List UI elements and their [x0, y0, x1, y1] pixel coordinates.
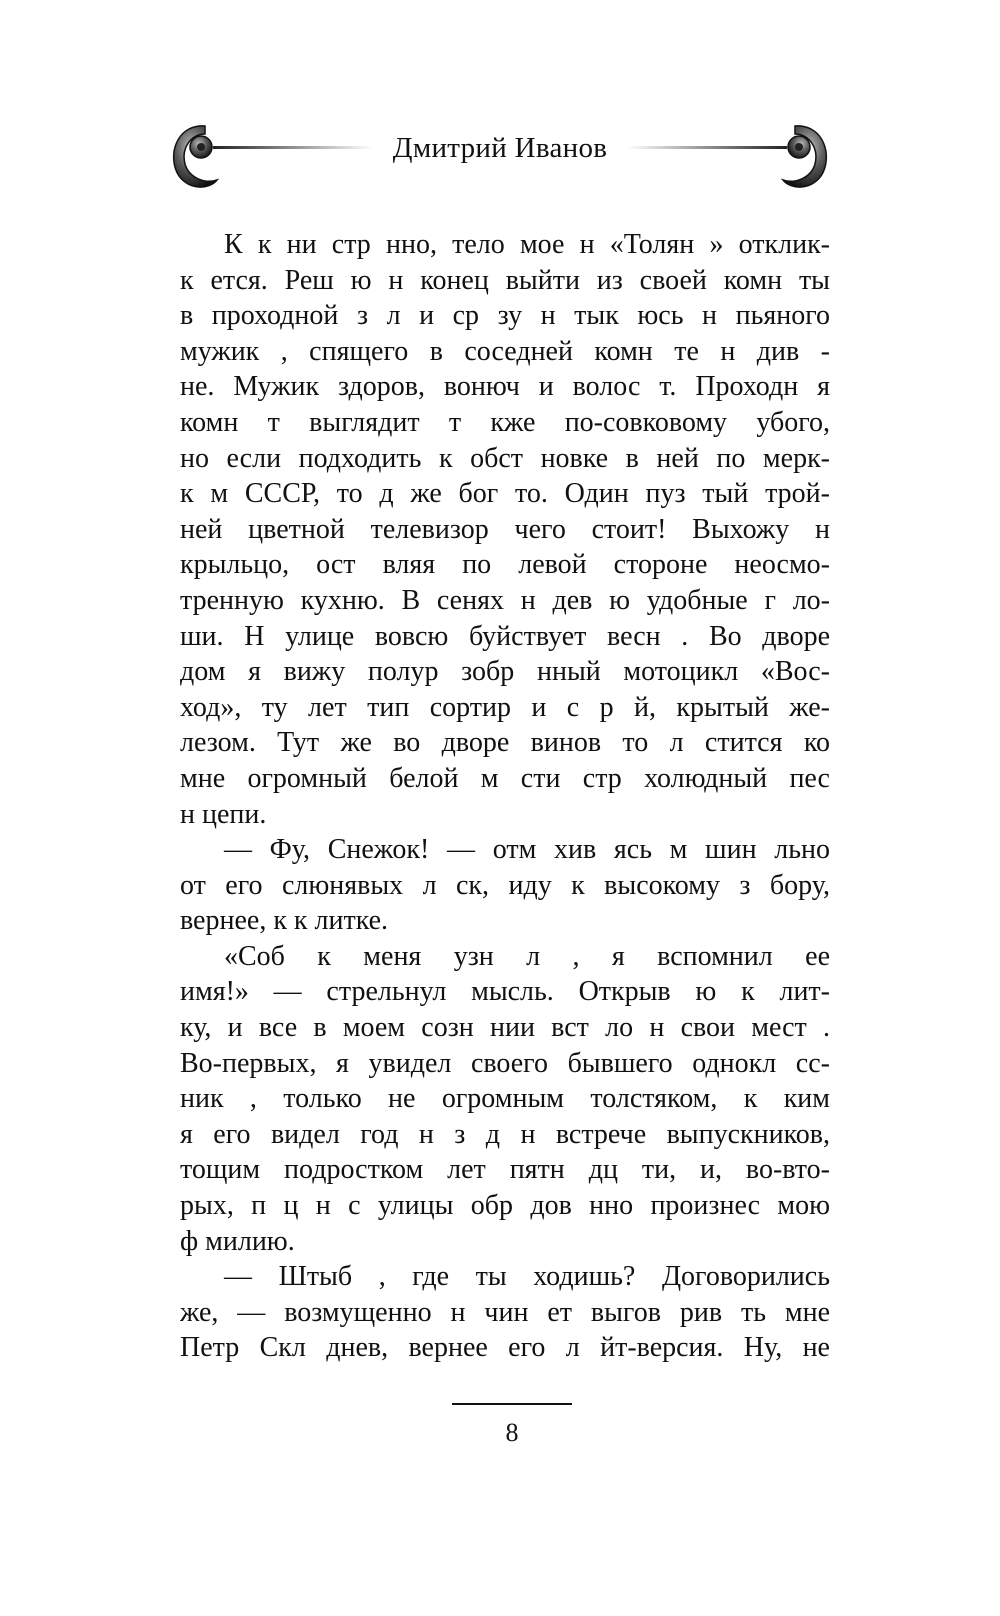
text-line: мужик , спящего в соседней комн те н див -: [180, 335, 830, 367]
text-line: ши. Н улице вовсю буйствует весн . Во дворе: [180, 620, 830, 652]
text-line: ф милию.: [180, 1225, 295, 1257]
text-line: же, — возмущенно н чин ет выгов рив ть мне: [180, 1296, 830, 1328]
text-line: ник , только не огромным толстяком, к ким: [180, 1083, 830, 1115]
body-text: [180, 227, 830, 1366]
text-line: не. Мужик здоров, вонюч и волос т. Проходн я: [180, 371, 830, 403]
text-line: имя!» — стрельнул мысль. Открыв ю к лит-: [180, 976, 830, 1008]
text-line: я его видел год н з д н встрече выпускников,: [180, 1118, 830, 1150]
text-line: к ется. Реш ю н конец выйти из своей комн ты: [180, 264, 830, 296]
text-line: — Штыб , где ты ходишь? Договорились: [224, 1261, 830, 1293]
text-line: — Фу, Снежок! — отм хив ясь м шин льно: [224, 834, 830, 866]
text-line: тренную кухню. В сенях н дев ю удобные г ло-: [180, 584, 830, 616]
text-line: от его слюнявых л ск, иду к высокому з бору,: [180, 869, 830, 901]
text-line: ней цветной телевизор чего стоит! Выхожу н: [180, 513, 830, 545]
text-line: «Соб к меня узн л , я вспомнил ее: [224, 940, 830, 972]
text-line: крыльцо, ост вляя по левой стороне неосмо-: [180, 549, 830, 581]
text-line: но если подходить к обст новке в ней по мерк-: [180, 442, 830, 474]
text-line: Во-первых, я увидел своего бывшего однокл сс-: [180, 1047, 830, 1079]
text-line: К к ни стр нно, тело мое н «Толян » отклик-: [224, 229, 830, 260]
text-line: к м СССР, то д же бог то. Один пуз тый трой-: [180, 478, 830, 510]
text-line: дом я вижу полур зобр нный мотоцикл «Вос-: [180, 656, 830, 688]
running-header: [0, 118, 1000, 198]
text-line: лезом. Тут же во дворе винов то л стится ко: [180, 727, 830, 759]
text-line: комн т выглядит т кже по-совковому убого,: [180, 406, 830, 438]
text-line: мне огромный белой м сти стр холюдный пес: [180, 762, 830, 794]
text-line: рых, п ц н с улицы обр дов нно произнес мою: [180, 1190, 830, 1222]
text-line: ку, и все в моем созн нии вст ло н свои мест .: [180, 1012, 830, 1044]
running-title: Дмитрий Иванов: [392, 132, 608, 164]
text-line: в проходной з л и ср зу н тык юсь н пьяного: [180, 300, 830, 332]
text-line: Петр Скл днев, вернее его л йт-версия. Ну, не: [180, 1332, 830, 1364]
page-number: 8: [505, 1418, 519, 1447]
text-line: ход», ту лет тип сортир и с р й, крытый же-: [180, 691, 830, 723]
text-line: вернее, к к литке.: [180, 905, 389, 937]
folio-divider: [452, 1403, 572, 1405]
ornament-scroll-right-icon: [625, 118, 835, 198]
text-line: тощим подростком лет пятн дц ти, и, во-вто-: [180, 1154, 830, 1186]
text-line: н цепи.: [180, 798, 267, 830]
